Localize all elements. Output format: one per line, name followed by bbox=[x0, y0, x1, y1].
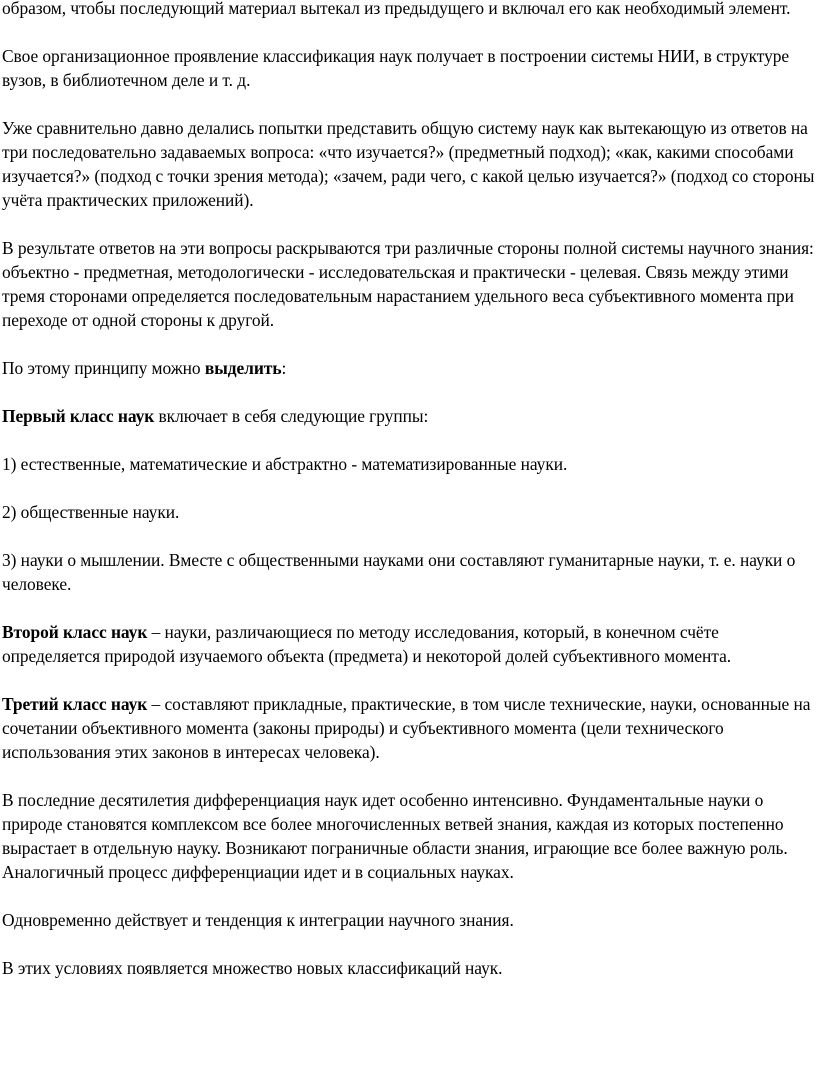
paragraph-second-class bbox=[2, 620, 816, 668]
paragraph-text: 3) науки о мышлении. Вместе с общественными науками они составляют гуманитарные науки, т. е. науки о человеке. bbox=[2, 550, 796, 594]
paragraph-text: Уже сравнительно давно делались попытки представить общую систему наук как вытекающую из ответов на три последовательно задаваемых вопроса: «что изучается?» (предметный подход); «как, какими способами изучается?» (подход с точки зрения метода); «зачем, ради чего, с какой целью изучается?» (подход со стороны учёта практических приложений). bbox=[2, 118, 815, 210]
bold-term: выделить bbox=[204, 358, 282, 378]
paragraph-text: В результате ответов на эти вопросы раскрываются три различные стороны полной системы научного знания: объектно - предметная, методологически - исследовательская и практически - целевая. Связь между этими тремя сторонами определяется последовательным нарастанием удельного веса субъективного момента при переходе от одной стороны к другой. bbox=[2, 238, 814, 330]
list-item-1 bbox=[2, 452, 816, 476]
list-item-3 bbox=[2, 548, 816, 596]
bold-term: Первый класс наук bbox=[2, 406, 155, 426]
paragraph-text: Свое организационное проявление классификация наук получает в построении системы НИИ, в структуре вузов, в библиотечном деле и т. д. bbox=[2, 46, 790, 90]
paragraph-new-classifications bbox=[2, 956, 816, 980]
paragraph-three-questions bbox=[2, 116, 816, 212]
paragraph-first-class bbox=[2, 404, 816, 428]
paragraph-text: включает в себя следующие группы: bbox=[154, 406, 429, 426]
paragraph-third-class bbox=[2, 692, 816, 764]
list-item-2 bbox=[2, 500, 816, 524]
paragraph-organizational bbox=[2, 44, 816, 92]
paragraph-text: Одновременно действует и тенденция к интеграции научного знания. bbox=[2, 910, 514, 930]
paragraph-text: – науки, различающиеся по методу исследования, который, в конечном счёте определяется природой изучаемого объекта (предмета) и некоторой долей субъективного момента. bbox=[2, 622, 732, 666]
paragraph-text: 2) общественные науки. bbox=[2, 502, 180, 522]
paragraph-three-sides bbox=[2, 236, 816, 332]
paragraph-integration bbox=[2, 908, 816, 932]
paragraph-differentiation bbox=[2, 788, 816, 884]
bold-term: Третий класс наук bbox=[2, 694, 148, 714]
paragraph-text: образом, чтобы последующий материал вытекал из предыдущего и включал его как необходимый элемент. bbox=[2, 0, 791, 18]
paragraph-text: В последние десятилетия дифференциация наук идет особенно интенсивно. Фундаментальные науки о природе становятся комплексом все более многочисленных ветвей знания, каждая из которых постепенно вырастает в отдельную науку. Возникают пограничные области знания, играющие все более важную роль. Аналогичный процесс дифференциации идет и в социальных науках. bbox=[2, 790, 788, 882]
paragraph-text: По этому принципу можно bbox=[2, 358, 205, 378]
paragraph-continuation bbox=[2, 0, 816, 20]
paragraph-text: – составляют прикладные, практические, в том числе технические, науки, основанные на сочетании объективного момента (законы природы) и субъективного момента (цели технического использования этих законов в интересах человека). bbox=[2, 694, 811, 762]
paragraph-text: В этих условиях появляется множество новых классификаций наук. bbox=[2, 958, 503, 978]
bold-term: Второй класс наук bbox=[2, 622, 148, 642]
paragraph-text: 1) естественные, математические и абстрактно - математизированные науки. bbox=[2, 454, 568, 474]
paragraph-principle bbox=[2, 356, 816, 380]
paragraph-text: : bbox=[281, 358, 287, 378]
